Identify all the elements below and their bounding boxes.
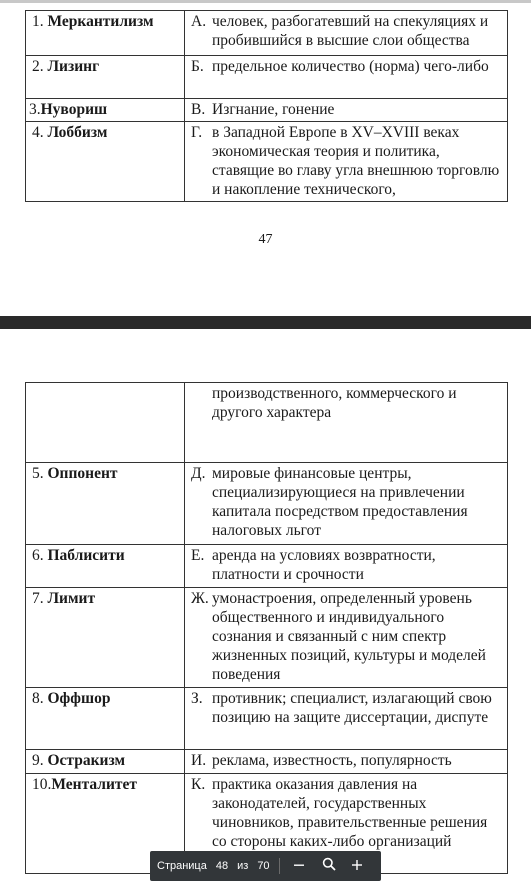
plus-icon [351,859,363,871]
definition-cell [185,545,508,588]
table-row [26,383,508,463]
term-cell [26,588,185,688]
term-cell [26,750,185,774]
term-number: 2. [32,58,44,75]
page-number: 47 [258,232,273,247]
term-name: Лизинг [47,58,100,75]
definition-cell [185,11,508,56]
term-cell [26,545,185,588]
definition-text: умонастроения, определенный уровень общественного и индивидуального сознания и связанный с ним спектр жизненных позиций, культуры и моделей поведения [212,590,486,683]
term-cell [26,56,185,99]
table-row [26,750,508,774]
table-row [26,99,508,122]
term-cell [26,383,185,463]
term-number: 6. [32,547,44,564]
term-cell [26,11,185,56]
definition-text: Изгнание, гонение [212,101,335,118]
definition-letter: Г. [191,124,203,141]
page-label: Страница [157,860,207,872]
term-number: 4. [32,124,44,141]
term-cell [26,463,185,545]
of-label: из [237,860,249,872]
definition-letter: Ж. [191,590,209,607]
term-name: Паблисити [47,547,125,564]
magnifier-icon [322,857,336,871]
term-name: Нувориш [40,101,108,118]
definition-text: аренда на условиях возвратности, платности и срочности [212,547,436,583]
total-pages: 70 [257,860,270,872]
definition-cell [185,122,508,202]
page-navigation-toolbar [150,851,381,881]
term-number: 5. [32,465,44,482]
table-row [26,463,508,545]
table-row [26,122,508,202]
term-cell [26,99,185,122]
term-name: Лимит [47,590,96,607]
term-name: Оппонент [47,465,118,482]
term-cell [26,688,185,750]
term-cell [26,122,185,202]
table-row [26,56,508,99]
definition-text: производственного, коммерческого и другого характера [212,385,457,421]
definition-letter: И. [191,752,207,769]
zoom-button[interactable] [318,857,340,875]
term-name: Меркантилизм [47,13,154,30]
definition-letter: В. [191,101,206,118]
term-number: 1. [32,13,44,30]
definition-text: мировые финансовые центры, специализирующиеся на привлечении капитала посредством предоставления налоговых льгот [212,465,468,539]
toolbar-divider [279,858,280,874]
zoom-out-button[interactable] [288,858,310,875]
definition-text: противник; специалист, излагающий свою позицию на защите диссертации, диспуте [212,690,492,726]
definition-letter: З. [191,690,203,707]
zoom-in-button[interactable] [346,856,368,876]
definition-letter: А. [191,13,207,30]
minus-icon [293,859,305,871]
document-page-48 [0,329,531,887]
definition-cell [185,588,508,688]
table-row [26,688,508,750]
term-name: Оффшор [47,690,111,707]
definition-letter: Е. [191,547,205,564]
term-number: 10. [32,776,52,793]
current-page-input[interactable]: 48 [215,860,229,872]
term-name: Остракизм [47,752,126,769]
term-number: 3. [29,101,41,118]
definition-cell [185,383,508,463]
definition-letter: Д. [191,465,206,482]
term-number: 9. [32,752,44,769]
definition-letter [191,384,212,422]
definition-cell [185,688,508,750]
table-row [26,545,508,588]
table-row [26,588,508,688]
definition-cell [185,463,508,545]
definition-text: человек, разбогатевший на спекуляциях и пробившийся в высшие слои общества [212,13,489,49]
definition-text: в Западной Европе в XV–XVIII веках экономическая теория и политика, ставящие во главу угла внешнюю торговлю и накопление технического, [212,124,500,198]
term-name: Лоббизм [47,124,108,141]
terms-table-part-2 [25,382,508,874]
page-top-edge [0,0,531,3]
definition-letter: К. [191,776,206,793]
document-page-47 [0,0,531,316]
term-number: 8. [32,690,44,707]
definition-text: предельное количество (норма) чего-либо [212,58,489,75]
definition-cell [185,99,508,122]
definition-cell [185,750,508,774]
definition-text: реклама, известность, популярность [212,752,452,769]
definition-text: практика оказания давления на законодателей, государственных чиновников, правительственные решения со стороны каких-либо организаций [212,776,488,850]
page-separator [0,316,531,329]
definition-cell [185,56,508,99]
table-row [26,11,508,56]
terms-table-part-1 [25,10,508,202]
term-number: 7. [32,590,44,607]
term-name: Менталитет [51,776,138,793]
definition-letter: Б. [191,58,204,75]
